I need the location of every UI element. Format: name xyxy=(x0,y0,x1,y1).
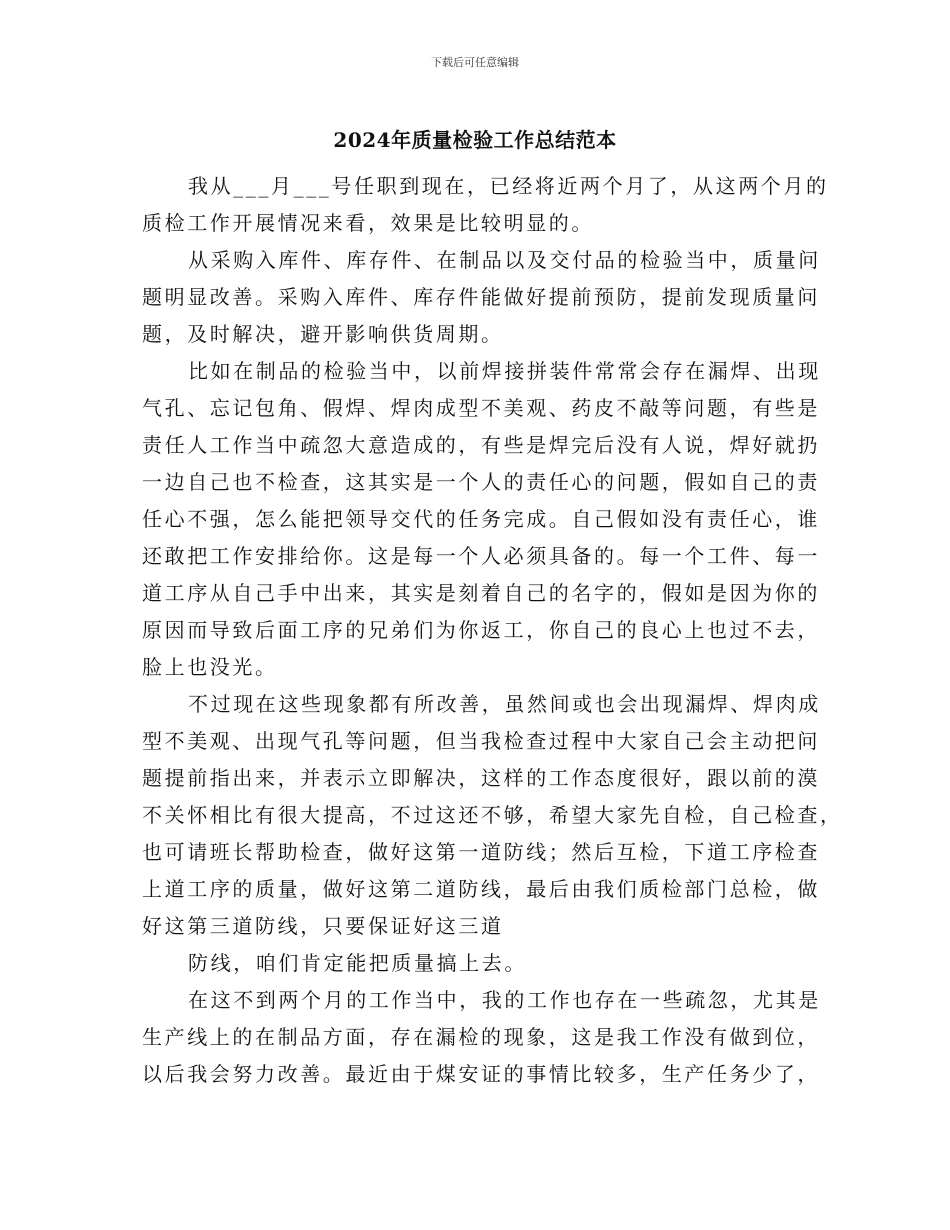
paragraph-line: 从采购入库件、库存件、在制品以及交付品的检验当中，质量问 xyxy=(188,248,821,272)
paragraph xyxy=(142,945,832,982)
paragraph-line: 题明显改善。采购入库件、库存件能做好提前预防，提前发现质量问 xyxy=(142,285,820,309)
paragraph-line: 也可请班长帮助检查，做好这第一道防线；然后互检，下道工序检查 xyxy=(142,840,820,864)
paragraph-line: 在这不到两个月的工作当中，我的工作也存在一些疏忽，尤其是 xyxy=(188,988,821,1012)
paragraph-line: 防线，咱们肯定能把质量搞上去。 xyxy=(188,951,527,975)
paragraph xyxy=(142,982,832,1093)
paragraph-line: 气孔、忘记包角、假焊、焊肉成型不美观、药皮不敲等问题，有些是 xyxy=(142,396,820,420)
paragraph-line: 以后我会努力改善。最近由于煤安证的事情比较多，生产任务少了， xyxy=(142,1062,820,1086)
paragraph-line: 一边自己也不检查，这其实是一个人的责任心的问题，假如自己的责 xyxy=(142,470,820,494)
paragraph-line: 型不美观、出现气孔等问题，但当我检查过程中大家自己会主动把问 xyxy=(142,729,820,753)
document-body xyxy=(142,168,843,1093)
paragraph xyxy=(142,168,832,242)
paragraph-line: 好这第三道防线，只要保证好这三道 xyxy=(142,914,504,938)
paragraph-line: 原因而导致后面工序的兄弟们为你返工，你自己的良心上也过不去， xyxy=(142,618,820,642)
paragraph-line: 题提前指出来，并表示立即解决，这样的工作态度很好，跟以前的漠 xyxy=(142,766,820,790)
paragraph-line: 责任人工作当中疏忽大意造成的，有些是焊完后没有人说，焊好就扔 xyxy=(142,433,820,457)
paragraph xyxy=(142,242,832,353)
header-note: 下载后可任意编辑 xyxy=(431,56,519,69)
paragraph-line: 题，及时解决，避开影响供货周期。 xyxy=(142,322,504,346)
paragraph-line: 脸上也没光。 xyxy=(142,655,278,679)
paragraph-line: 我从___月___号任职到现在，已经将近两个月了，从这两个月的 xyxy=(188,174,829,198)
paragraph-line: 质检工作开展情况来看，效果是比较明显的。 xyxy=(142,211,594,235)
paragraph xyxy=(142,686,843,945)
paragraph-line: 道工序从自己手中出来，其实是刻着自己的名字的，假如是因为你的 xyxy=(142,581,820,605)
paragraph-line: 上道工序的质量，做好这第二道防线，最后由我们质检部门总检，做 xyxy=(142,877,820,901)
paragraph xyxy=(142,353,832,686)
paragraph-line: 不关怀相比有很大提高，不过这还不够，希望大家先自检，自己检查， xyxy=(142,803,843,827)
paragraph-line: 不过现在这些现象都有所改善，虽然间或也会出现漏焊、焊肉成 xyxy=(188,692,821,716)
document-title: 2024年质量检验工作总结范本 xyxy=(333,128,617,152)
paragraph-line: 比如在制品的检验当中，以前焊接拼装件常常会存在漏焊、出现 xyxy=(188,359,821,383)
paragraph-line: 任心不强，怎么能把领导交代的任务完成。自己假如没有责任心，谁 xyxy=(142,507,820,531)
paragraph-line: 生产线上的在制品方面，存在漏检的现象，这是我工作没有做到位， xyxy=(142,1025,820,1049)
paragraph-line: 还敢把工作安排给你。这是每一个人必须具备的。每一个工件、每一 xyxy=(142,544,820,568)
